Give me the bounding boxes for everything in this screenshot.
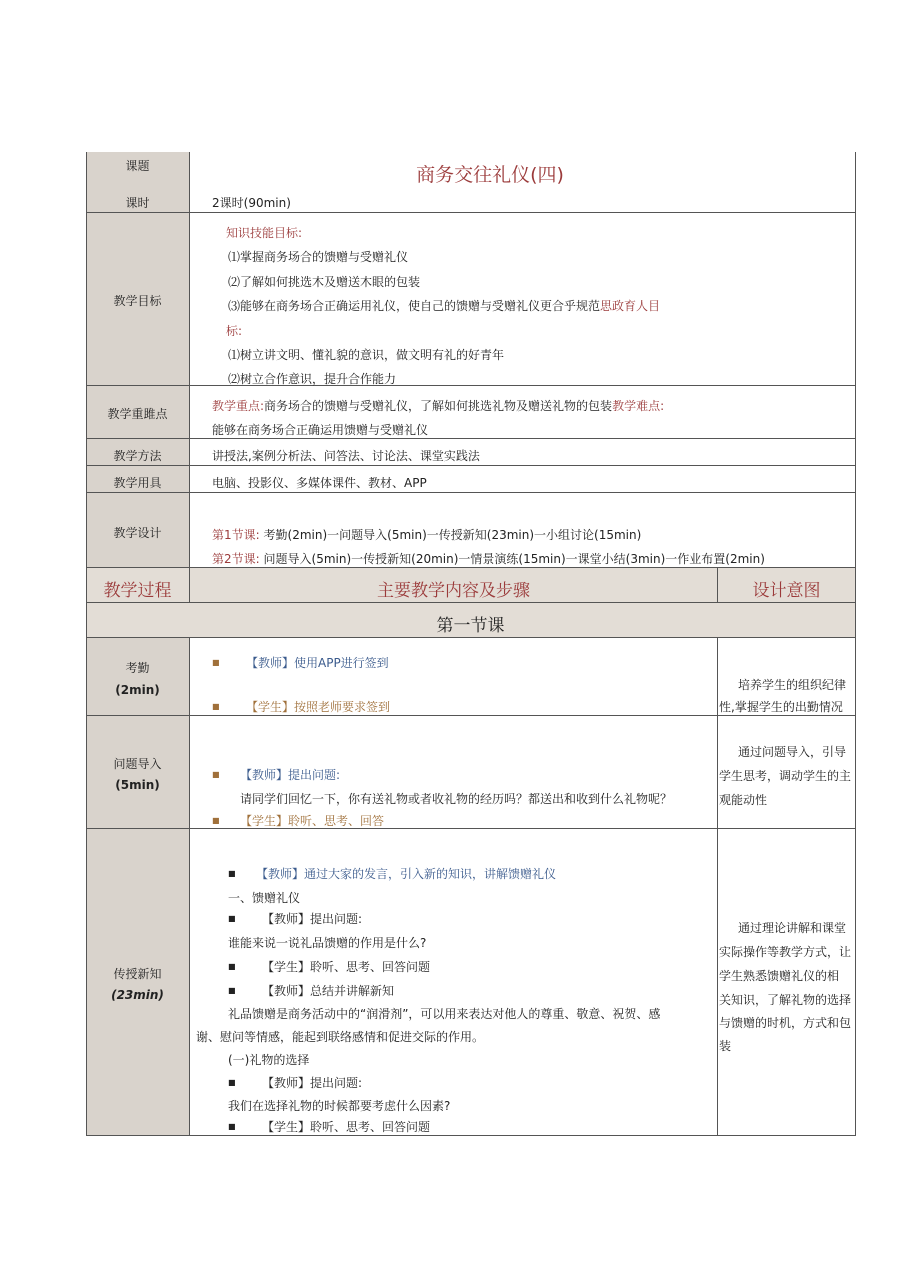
bullet-icon: ■ (228, 1078, 236, 1087)
knowledge-item-3 (228, 297, 660, 314)
intro-intent-c: 观能动性 (719, 793, 768, 807)
lesson2-text: 问题导入(5min)一传授新知(20min)一情景演练(15min)一课堂小结(3min)一作业布置(2min) (263, 552, 765, 566)
teach-intent-c: 学生熟悉馈赠礼仪的相 (719, 969, 840, 983)
teach-time: (23min) (111, 988, 164, 1002)
key-label: 教学重点: (212, 399, 265, 413)
teach-teacher-1: 【教师】通过大家的发言，引入新的知识，讲解馈赠礼仪 (256, 867, 557, 881)
methods-value: 讲授法,案例分析法、问答法、讨论法、课堂实践法 (212, 449, 480, 463)
teach-label: 传授新知 (113, 967, 162, 981)
attendance-teacher: 【教师】使用APP进行签到 (246, 656, 389, 670)
keypoints-line-1 (212, 397, 664, 414)
teach-paragraph-a: 礼品馈赠是商务活动中的“润滑剂”，可以用来表达对他人的尊重、敬意、祝贺、感 (228, 1007, 661, 1021)
teach-teacher-4: 【教师】提出问题: (262, 1076, 363, 1090)
attendance-label: 考勤 (125, 661, 150, 675)
intro-intent-a: 通过问题导入，引导 (738, 745, 847, 759)
bullet-icon: ■ (212, 702, 220, 711)
intro-teacher: 【教师】提出问题: (240, 768, 341, 782)
key-text: 商务场合的馈赠与受赠礼仪，了解如何挑选礼物及赠送礼物的包装 (264, 399, 613, 413)
methods-label: 教学方法 (113, 449, 162, 463)
bullet-icon: ■ (212, 770, 220, 779)
attendance-student: 【学生】按照老师要求签到 (246, 700, 391, 714)
knowledge-item-2: ⑵了解如何挑选木及赠送木眼的包装 (228, 275, 421, 289)
attendance-time: (2min) (115, 683, 160, 697)
difficulty-label: 教学难点: (612, 399, 665, 413)
teach-intent-b: 实际操作等教学方式，让 (719, 945, 852, 959)
course-label: 课题 (125, 159, 150, 173)
process-col-2: 主要教学内容及步骤 (377, 581, 530, 601)
objectives-label: 教学目标 (113, 294, 162, 308)
bullet-icon: ■ (228, 1122, 236, 1131)
intro-question: 请同学们回忆一下，你有送礼物或者收礼物的经历吗？都送出和收到什么礼物呢？ (240, 792, 673, 806)
ideology-heading-b: 标: (226, 324, 243, 338)
teach-student-1: 【学生】聆听、思考、回答问题 (262, 960, 431, 974)
lesson1-prefix: 第1节课: (212, 528, 260, 542)
teach-question-2: 我们在选择礼物的时候都要考虑什么因素? (228, 1099, 451, 1113)
attendance-intent-a: 培养学生的组织纪律 (738, 678, 847, 692)
bullet-icon: ■ (228, 869, 236, 878)
ideology-item-2: ⑵树立合作意识，提升合作能力 (228, 372, 397, 386)
lesson2-prefix: 第2节课: (212, 552, 260, 566)
teach-question-1: 谁能来说一说礼品馈赠的作用是什么? (228, 936, 427, 950)
ideology-heading-a: 思政育人目 (600, 299, 661, 313)
label-cell-teach (86, 829, 189, 1135)
knowledge-item-1: ⑴掌握商务场合的馈赠与受赠礼仪 (228, 250, 409, 264)
teach-student-2: 【学生】聆听、思考、回答问题 (262, 1120, 431, 1134)
intro-label: 问题导入 (113, 757, 162, 771)
knowledge-heading: 知识技能目标: (226, 226, 303, 240)
section-title: 第一节课 (436, 616, 505, 636)
label-cell-intro (86, 716, 189, 828)
design-line-2 (212, 550, 765, 567)
teach-intent-f: 装 (719, 1039, 732, 1053)
teach-subsection-1: (一)礼物的选择 (228, 1053, 310, 1067)
hours-value: 2课时(90min) (212, 196, 291, 210)
knowledge-item-3-text: ⑶能够在商务场合正确运用礼仪，使自己的馈赠与受赠礼仪更合乎规范 (228, 299, 601, 313)
teach-intent-a: 通过理论讲解和课堂 (738, 921, 847, 935)
ideology-item-1: ⑴树立讲文明、懂礼貌的意识，做文明有礼的好青年 (228, 348, 505, 362)
teach-paragraph-b: 谢、慰问等情感，能起到联络感情和促进交际的作用。 (196, 1030, 485, 1044)
process-col-3: 设计意图 (752, 581, 821, 601)
intro-time: (5min) (115, 778, 160, 792)
bullet-icon: ■ (228, 962, 236, 971)
tools-value: 电脑、投影仪、多媒体课件、教材、APP (212, 476, 427, 490)
teach-teacher-2: 【教师】提出问题: (262, 912, 363, 926)
difficulty-text: 能够在商务场合正确运用馈赠与受赠礼仪 (212, 423, 429, 437)
process-col-1: 教学过程 (103, 581, 172, 601)
keypoints-label: 教学重雎点 (107, 407, 168, 421)
lesson1-text: 考勤(2min)一问题导入(5min)一传授新知(23min)一小组讨论(15min) (263, 528, 642, 542)
hours-label: 课时 (125, 196, 150, 210)
design-line-1 (212, 526, 641, 543)
teach-section-1: 一、馈赠礼仪 (228, 891, 301, 905)
teach-intent-d: 关知识，了解礼物的选择 (719, 993, 852, 1007)
attendance-intent-b: 性,掌握学生的出勤情况 (719, 700, 843, 714)
bullet-icon: ■ (212, 658, 220, 667)
bullet-icon: ■ (228, 914, 236, 923)
intro-intent-b: 学生思考，调动学生的主 (719, 769, 852, 783)
teach-teacher-3: 【教师】总结并讲解新知 (262, 984, 395, 998)
teach-intent-e: 与馈赠的时机，方式和包 (719, 1016, 852, 1030)
intro-student: 【学生】聆听、思考、回答 (240, 814, 385, 828)
design-label: 教学设计 (113, 526, 162, 540)
page-title: 商务交往礼仪(四) (416, 164, 564, 186)
tools-label: 教学用具 (113, 476, 162, 490)
label-cell-attendance (86, 638, 189, 715)
bullet-icon: ■ (228, 986, 236, 995)
bullet-icon: ■ (212, 816, 220, 825)
